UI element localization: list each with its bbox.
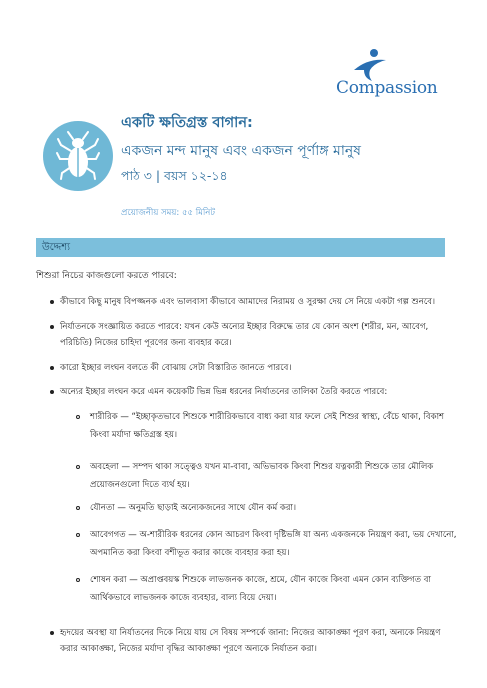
- time-required: প্রয়োজনীয় সময়: ৫৫ মিনিট: [121, 208, 215, 218]
- logo-wordmark: Compassion: [336, 78, 438, 98]
- list-item: কীভাবে কিছু মানুষ বিপজ্জনক এবং ভালবাসা কীভাবে আমাদের নিরাময় ও সুরক্ষা দেয় সে নিয়ে একটা গল্প শুনবে।: [60, 297, 436, 307]
- list-item: কারো ইচ্ছার লংঘন বলতে কী বোঝায় সেটা বিস্তারিত জানতে পারবে।: [60, 363, 292, 373]
- page-subtitle: একজন মন্দ মানুষ এবং একজন পূর্ণাঙ্গ মানুষ: [121, 143, 361, 159]
- section-heading-band: [36, 238, 445, 257]
- bullet-dot: [50, 325, 54, 329]
- sub-bullet-ring: [76, 465, 80, 469]
- beetle-icon: [53, 129, 103, 183]
- bullet-dot: [50, 631, 54, 635]
- bullet-dot: [50, 366, 54, 370]
- page-title: একটি ক্ষতিগ্রস্ত বাগান:: [121, 115, 253, 131]
- list-item: অন্যের ইচ্ছার লংঘন করে এমন কয়েকটি ভিন্ন ভিন্ন ধরনের নির্যাতনের তালিকা তৈরি করতে পারবে:: [60, 387, 388, 397]
- sub-bullet-ring: [76, 506, 80, 510]
- compassion-logo: [332, 48, 452, 98]
- sub-list-item: যৌনতা — অনুমতি ছাড়াই অন্যেকজনের সাথে যৌন কর্ম করা।: [90, 503, 297, 513]
- intro-text: শিশুরা নিচের কাজগুলো করতে পারবে:: [36, 271, 177, 281]
- bullet-dot: [50, 300, 54, 304]
- sub-bullet-ring: [76, 578, 80, 582]
- bullet-dot: [50, 390, 54, 394]
- sub-list-item: আবেগগত — অ-শারীরিক ধরনের কোন আচরণ কিংবা দৃষ্টিভঙ্গি যা অন্য একজনকে নিয়ন্ত্রণ করা, ভয় দেখানো, অপমানিত করা কিংবা বশীভূত করার কাজে ব্যবহার করা হয়।: [90, 530, 457, 558]
- lesson-info: পাঠ ৩ | বয়স ১২-১৪: [121, 168, 228, 183]
- lesson-badge: [43, 121, 113, 191]
- list-item: নির্যাতনকে সংজ্ঞায়িত করতে পারবে: যখন কেউ অন্যের ইচ্ছার বিরুদ্ধে তার যে কোন অংশ (শরীর, মন, আবেগ, পরিচিতি) নিজের চাহিদা পূরণের জন্য ব্যবহার করে।: [60, 322, 429, 348]
- list-item: হৃদয়ের অবস্থা যা নির্যাতনের দিকে নিয়ে যায় সে বিষয় সম্পর্কে জানা: নিজের আকাঙ্ক্ষা পূরণ করা, অন্যকে নিয়ন্ত্রণ করার আকাঙ্ক্ষা, নিজের মর্যাদা বৃদ্ধির আকাঙ্ক্ষা পূরণে অন্যকে নির্যাতন করা।: [60, 628, 441, 654]
- sub-list-item: অবহেলা — সম্পদ থাকা সত্ত্বেও যখন মা-বাবা, অভিভাবক কিংবা শিশুর যত্নকারী শিশুকে তার মৌলিক প্রয়োজনগুলো দিতে ব্যর্থ হয়।: [90, 462, 434, 490]
- child-figure-icon: [350, 48, 390, 82]
- sub-list-item: শোষন করা — অপ্রাপ্তবয়স্ক শিশুকে লাভজনক কাজে, শ্রমে, যৌন কাজে কিংবা এমন কোন ব্যক্তিগত বা আর্থিকভাবে লাভজনক কাজে ব্যবহার, বাল্য বিয়ে দেয়া।: [90, 575, 431, 603]
- sub-list-item: শারীরিক — “ইচ্ছাকৃতভাবে শিশুকে শারীরিকভাবে বাধ্য করা যার ফলে সেই শিশুর স্বাস্থ্য, বেঁচে থাকা, বিকাশ কিংবা মর্যাদা ক্ষতিগ্রস্ত হয়।: [90, 412, 445, 440]
- sub-bullet-ring: [76, 533, 80, 537]
- section-heading: উদ্দেশ্য: [42, 242, 71, 253]
- sub-bullet-ring: [76, 415, 80, 419]
